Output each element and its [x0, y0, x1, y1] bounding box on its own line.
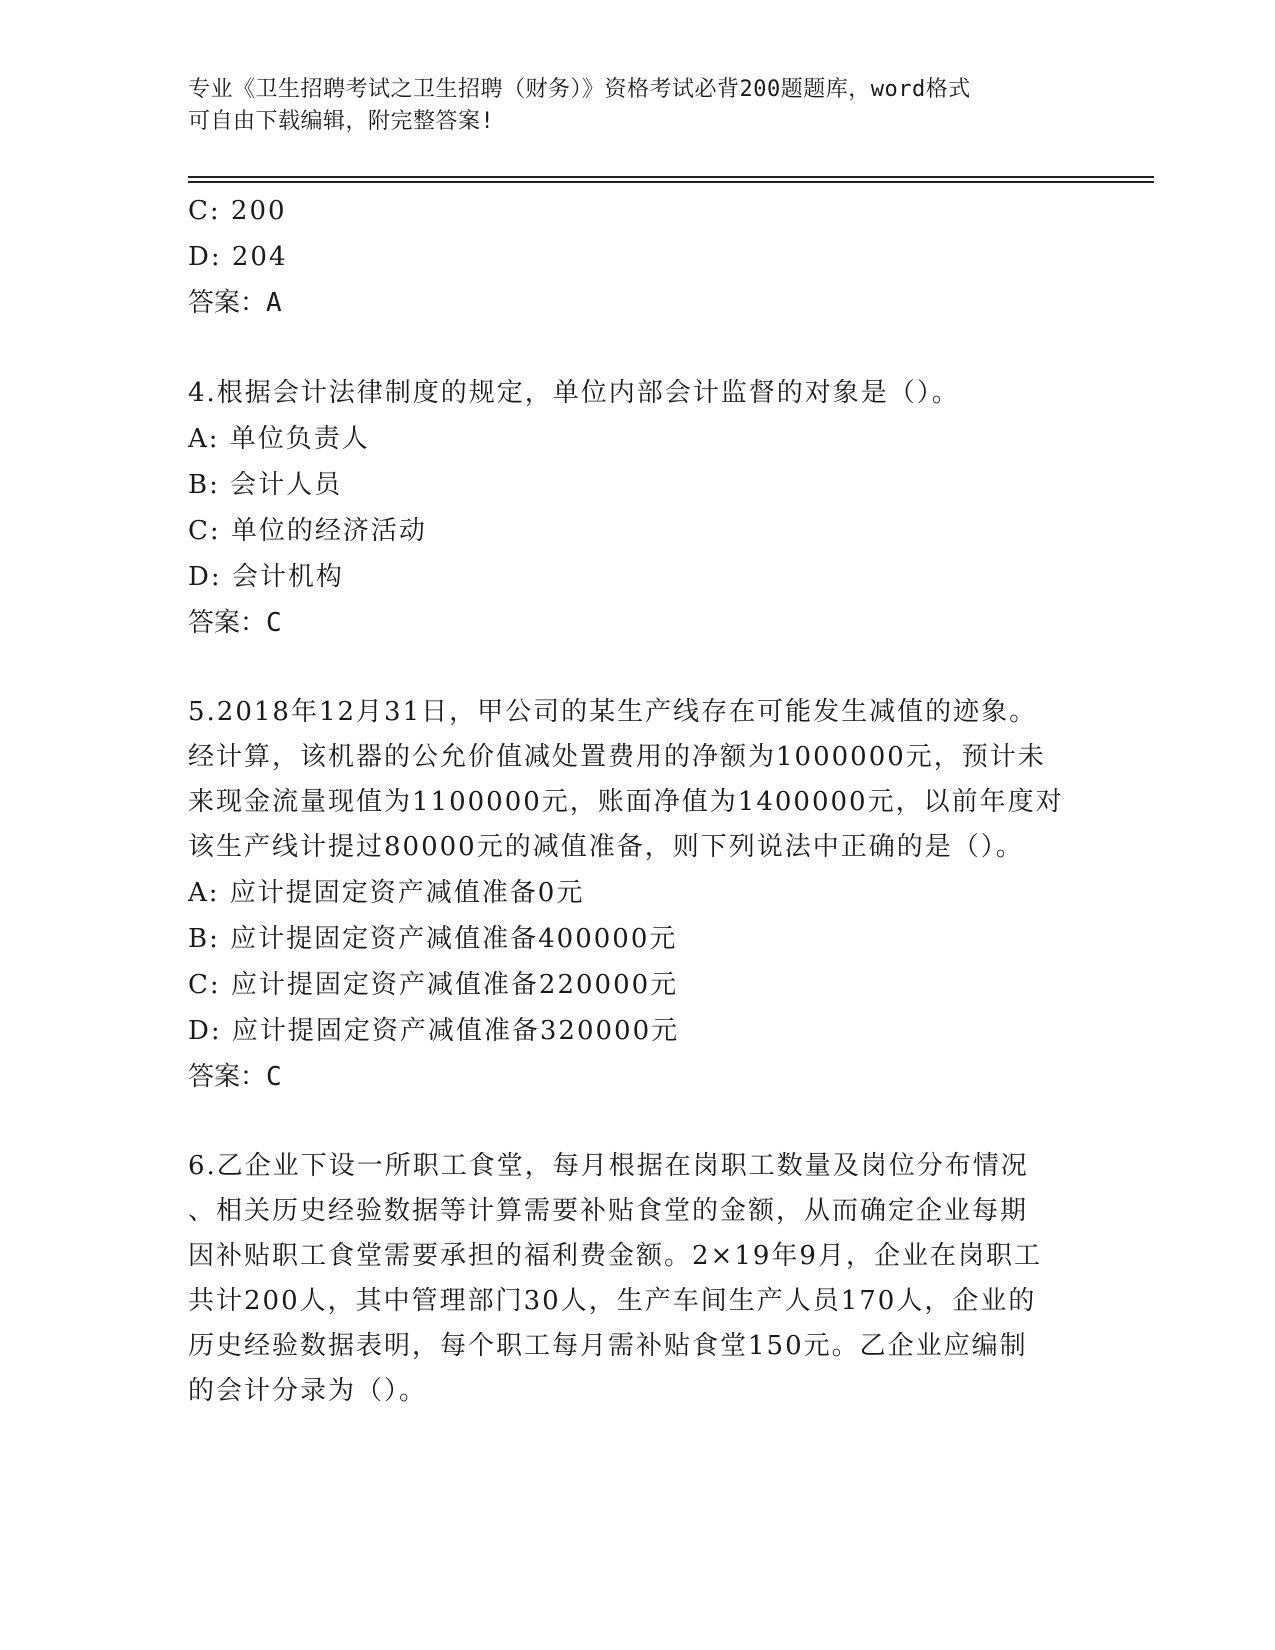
document-header [188, 74, 1068, 138]
q5-stem-line: 该生产线计提过80000元的减值准备，则下列说法中正确的是（）。 [188, 832, 1024, 862]
q4-option-b: B: 会计人员 [188, 470, 343, 500]
header-rule-bottom [188, 181, 1154, 183]
q5-stem-line: 来现金流量现值为1100000元，账面净值为1400000元，以前年度对 [188, 787, 1064, 817]
header-rule-top [188, 176, 1154, 178]
q5-option-d: D: 应计提固定资产减值准备320000元 [188, 1016, 680, 1046]
q6-stem-line: 、相关历史经验数据等计算需要补贴食堂的金额，从而确定企业每期 [188, 1196, 1029, 1226]
q6-stem [188, 1144, 1088, 1414]
q5-option-a: A: 应计提固定资产减值准备0元 [188, 878, 585, 908]
q6-stem-line: 因补贴职工食堂需要承担的福利费金额。2×19年9月，企业在岗职工 [188, 1241, 1042, 1271]
spacer [188, 1100, 1088, 1144]
q4-option-c: C: 单位的经济活动 [188, 516, 427, 546]
q5-stem-line: 经计算，该机器的公允价值减处置费用的净额为1000000元，预计未 [188, 742, 1046, 772]
q5-stem-line: 5.2018年12月31日，甲公司的某生产线存在可能发生减值的迹象。 [188, 697, 1038, 727]
q4-answer: 答案：C [188, 608, 282, 638]
q6-stem-line: 共计200人，其中管理部门30人，生产车间生产人员170人，企业的 [188, 1286, 1037, 1316]
header-title-line-1: 专业《卫生招聘考试之卫生招聘（财务）》资格考试必背200题题库，word格式 [188, 77, 971, 102]
q6-stem-line: 历史经验数据表明，每个职工每月需补贴食堂150元。乙企业应编制 [188, 1331, 1028, 1361]
document-body [188, 188, 1088, 1414]
q5-stem [188, 690, 1088, 870]
spacer [188, 326, 1088, 370]
prev-answer: 答案：A [188, 288, 282, 318]
q5-option-c: C: 应计提固定资产减值准备220000元 [188, 970, 679, 1000]
q5-option-b: B: 应计提固定资产减值准备400000元 [188, 924, 678, 954]
q6-stem-line: 的会计分录为（）。 [188, 1376, 428, 1406]
q4-stem: 4.根据会计法律制度的规定，单位内部会计监督的对象是（）。 [188, 378, 960, 408]
q6-stem-line: 6.乙企业下设一所职工食堂，每月根据在岗职工数量及岗位分布情况 [188, 1151, 1029, 1181]
prev-option-d: D: 204 [188, 242, 288, 272]
q5-answer: 答案：C [188, 1062, 282, 1092]
header-title-line-2: 可自由下载编辑，附完整答案! [188, 109, 495, 134]
spacer [188, 646, 1088, 690]
q4-option-d: D: 会计机构 [188, 562, 344, 592]
prev-option-c: C: 200 [188, 196, 287, 226]
q4-option-a: A: 单位负责人 [188, 424, 370, 454]
